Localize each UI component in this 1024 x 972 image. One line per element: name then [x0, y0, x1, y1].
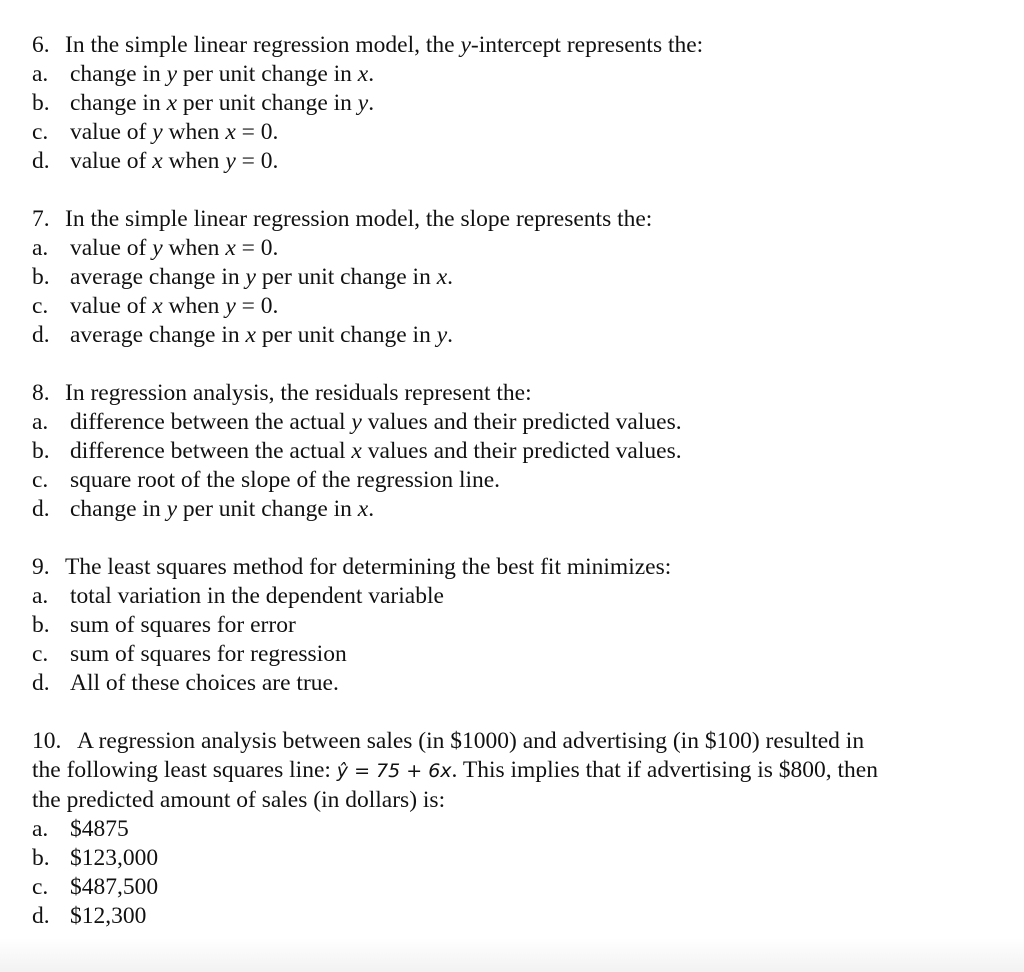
option-d[interactable]	[32, 321, 992, 350]
option-text: sum of squares for error	[70, 612, 296, 638]
option-text: value of y when x = 0.	[70, 119, 279, 145]
stem-text: the following least squares line:	[32, 757, 337, 783]
option-a[interactable]	[32, 815, 992, 844]
option-c[interactable]	[32, 118, 992, 147]
stem-text: In the simple linear regression model, the	[65, 32, 461, 58]
option-text: difference between the actual y values and their predicted values.	[70, 409, 682, 435]
option-letter: a.	[32, 409, 49, 435]
option-letter: b.	[32, 612, 50, 638]
option-letter: a.	[32, 816, 49, 842]
option-c[interactable]	[32, 466, 992, 495]
option-b[interactable]	[32, 437, 992, 466]
option-a[interactable]	[32, 582, 992, 611]
option-text: value of x when y = 0.	[70, 293, 279, 319]
option-b[interactable]	[32, 611, 992, 640]
option-text: $4875	[70, 816, 129, 842]
question-stem	[32, 31, 992, 60]
stem-text: The least squares method for determining the best fit minimizes:	[65, 554, 672, 580]
option-text: total variation in the dependent variable	[70, 583, 444, 609]
option-text: value of x when y = 0.	[70, 148, 279, 174]
option-text: $12,300	[70, 903, 147, 929]
option-letter: c.	[32, 293, 49, 319]
question-stem	[32, 553, 992, 582]
stem-text: -intercept represents the:	[470, 32, 704, 58]
question-number: 10.	[32, 728, 62, 754]
option-a[interactable]	[32, 408, 992, 437]
option-letter: b.	[32, 845, 50, 871]
option-a[interactable]	[32, 60, 992, 89]
stem-text: In regression analysis, the residuals represent the:	[65, 380, 532, 406]
question-9	[32, 553, 992, 698]
option-letter: c.	[32, 874, 49, 900]
option-letter: d.	[32, 148, 50, 174]
page-bottom-shade	[0, 938, 1024, 972]
option-text: average change in y per unit change in x.	[70, 264, 454, 290]
option-letter: c.	[32, 119, 49, 145]
option-letter: d.	[32, 670, 50, 696]
question-stem	[32, 379, 992, 408]
option-letter: a.	[32, 235, 49, 261]
option-d[interactable]	[32, 669, 992, 698]
stem-text: In the simple linear regression model, the slope represents the:	[65, 206, 653, 232]
regression-equation: ŷ = 75 + 6x	[336, 760, 452, 782]
option-letter: b.	[32, 264, 50, 290]
question-6	[32, 31, 992, 176]
option-c[interactable]	[32, 873, 992, 902]
option-c[interactable]	[32, 640, 992, 669]
question-number: 9.	[32, 554, 50, 580]
question-10	[32, 727, 992, 931]
option-text: sum of squares for regression	[70, 641, 347, 667]
option-d[interactable]	[32, 902, 992, 931]
question-number: 6.	[32, 32, 50, 58]
option-text: value of y when x = 0.	[70, 235, 279, 261]
question-number: 7.	[32, 206, 50, 232]
variable: y	[460, 32, 471, 58]
quiz-page	[32, 31, 992, 960]
option-text: All of these choices are true.	[70, 670, 339, 696]
option-letter: c.	[32, 467, 49, 493]
option-letter: a.	[32, 61, 49, 87]
option-letter: d.	[32, 322, 50, 348]
option-letter: a.	[32, 583, 49, 609]
option-b[interactable]	[32, 263, 992, 292]
option-a[interactable]	[32, 234, 992, 263]
option-d[interactable]	[32, 495, 992, 524]
option-letter: b.	[32, 438, 50, 464]
question-stem	[32, 727, 992, 815]
option-b[interactable]	[32, 844, 992, 873]
option-text: change in y per unit change in x.	[70, 496, 375, 522]
question-stem	[32, 205, 992, 234]
stem-text: the predicted amount of sales (in dollars) is:	[32, 787, 446, 813]
question-number: 8.	[32, 380, 50, 406]
option-text: $123,000	[70, 845, 159, 871]
option-letter: b.	[32, 90, 50, 116]
option-letter: d.	[32, 903, 50, 929]
option-text: difference between the actual x values and their predicted values.	[70, 438, 682, 464]
stem-text: A regression analysis between sales (in $1000) and advertising (in $100) resulted in	[77, 728, 865, 754]
option-letter: c.	[32, 641, 49, 667]
option-letter: d.	[32, 496, 50, 522]
question-7	[32, 205, 992, 350]
option-text: $487,500	[70, 874, 159, 900]
stem-text: . This implies that if advertising is $800, then	[451, 757, 878, 783]
option-b[interactable]	[32, 89, 992, 118]
question-8	[32, 379, 992, 524]
option-text: change in y per unit change in x.	[70, 61, 375, 87]
option-d[interactable]	[32, 147, 992, 176]
option-text: change in x per unit change in y.	[70, 90, 375, 116]
option-text: average change in x per unit change in y.	[70, 322, 454, 348]
option-text: square root of the slope of the regression line.	[70, 467, 501, 493]
option-c[interactable]	[32, 292, 992, 321]
